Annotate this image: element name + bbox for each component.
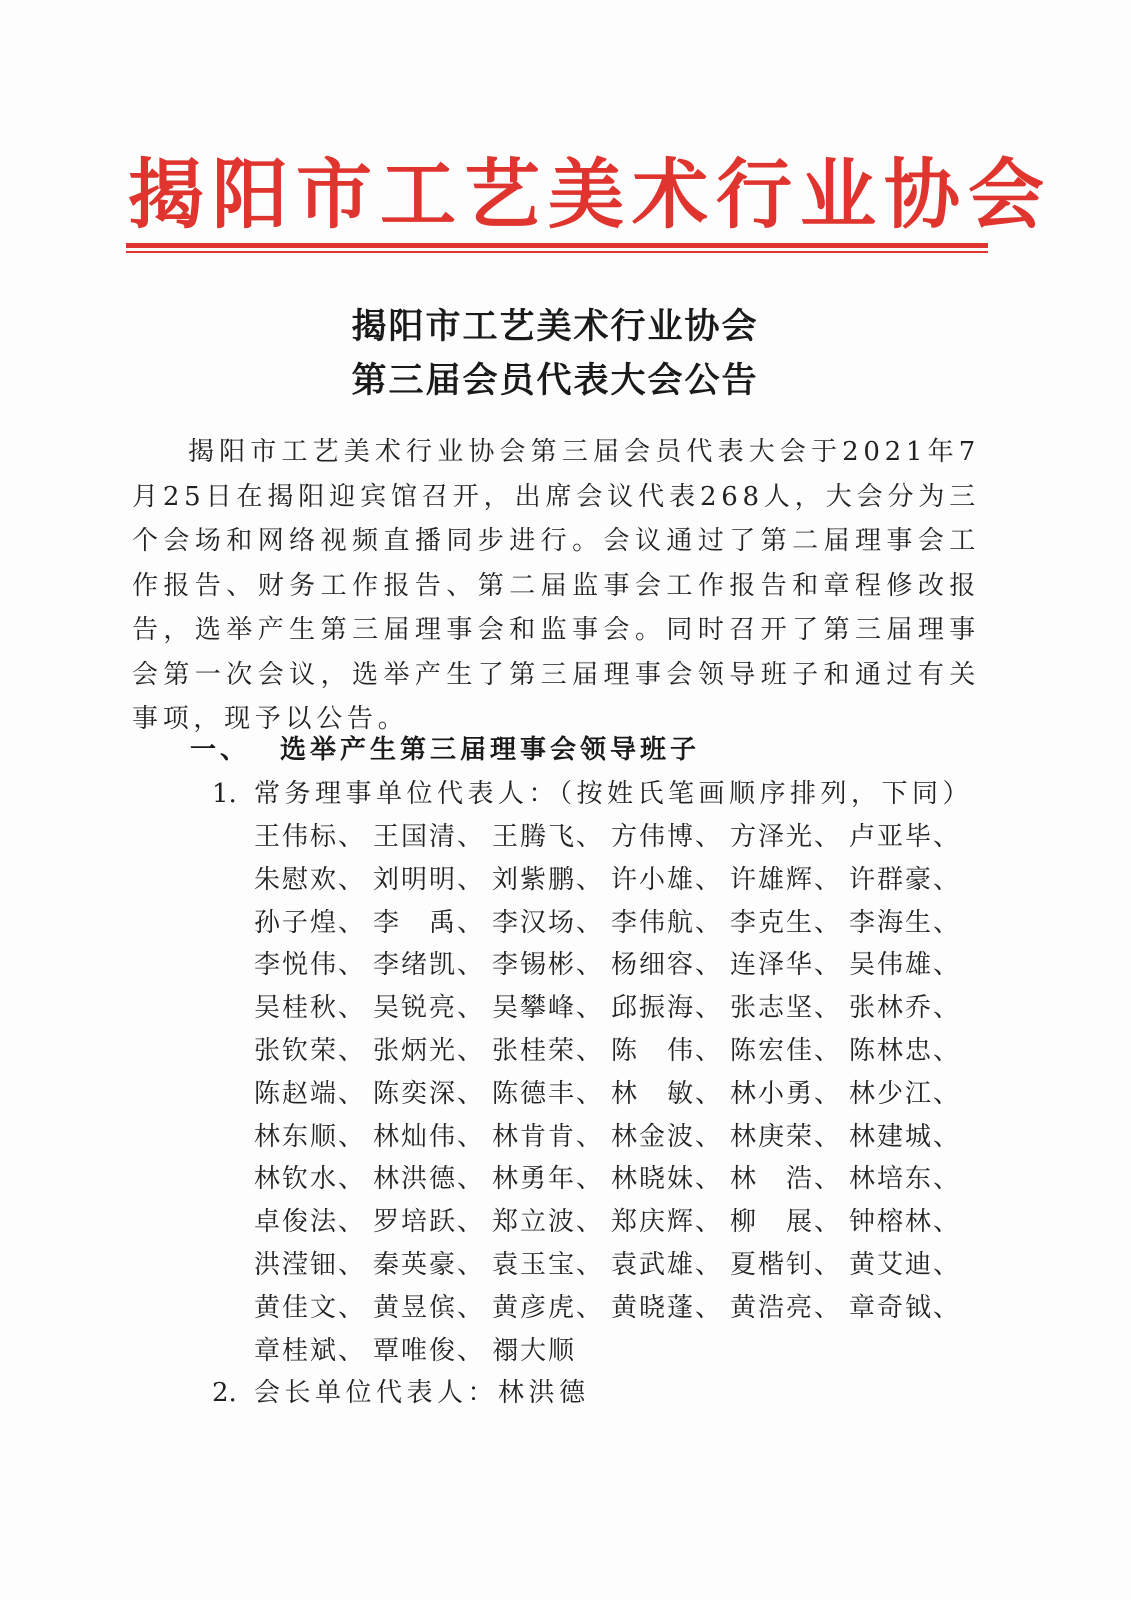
name-entry: 刘紫鹏、 — [492, 864, 605, 895]
list-item-1 — [212, 773, 973, 816]
name-entry: 杨细容、 — [611, 950, 724, 981]
list-item-2 — [212, 1372, 590, 1415]
name-entry: 林 敏、 — [611, 1078, 724, 1109]
name-entry: 朱慰欢、 — [254, 864, 367, 895]
letterhead-org-name: 揭阳市工艺美术行业协会 — [128, 150, 1052, 239]
name-entry: 洪滢钿、 — [254, 1249, 367, 1280]
name-entry: 陈赵端、 — [254, 1078, 367, 1109]
name-entry: 林勇年、 — [492, 1164, 605, 1195]
name-entry: 许雄辉、 — [730, 864, 843, 895]
list-item-2-label: 会长单位代表人：林洪德 — [254, 1378, 590, 1408]
section-title: 选举产生第三届理事会领导班子 — [280, 735, 701, 765]
name-entry: 李锡彬、 — [492, 950, 605, 981]
name-entry: 王国清、 — [373, 822, 486, 852]
name-row — [254, 902, 974, 945]
name-entry: 黄艾迪、 — [849, 1249, 962, 1280]
name-row — [254, 1287, 974, 1330]
name-row — [254, 1158, 974, 1201]
name-entry: 吴锐亮、 — [373, 993, 486, 1024]
list-item-2-number: 2. — [212, 1378, 237, 1408]
name-entry: 林庚荣、 — [730, 1121, 843, 1152]
name-entry: 张林乔、 — [849, 993, 962, 1024]
name-entry: 方伟博、 — [611, 822, 724, 852]
name-entry: 林肯肯、 — [492, 1121, 605, 1152]
name-entry: 林建城、 — [849, 1121, 962, 1152]
name-row — [254, 1201, 974, 1244]
name-entry: 林小勇、 — [730, 1078, 843, 1109]
document-title — [130, 300, 980, 408]
name-entry: 李汉场、 — [492, 907, 605, 938]
name-list — [254, 816, 974, 1372]
name-entry: 郑立波、 — [492, 1207, 605, 1238]
name-row — [254, 859, 974, 902]
name-entry: 张桂荣、 — [492, 1035, 605, 1066]
name-entry: 吴桂秋、 — [254, 993, 367, 1024]
document-title-line1: 揭阳市工艺美术行业协会 — [351, 307, 759, 347]
section-heading — [190, 728, 700, 772]
name-entry: 黄昱傧、 — [373, 1292, 486, 1323]
name-entry: 林培东、 — [849, 1164, 962, 1195]
name-entry: 黄佳文、 — [254, 1292, 367, 1323]
list-item-1-label: 常务理事单位代表人：（按姓氏笔画顺序排列，下同） — [254, 779, 974, 809]
name-entry: 林晓妹、 — [611, 1164, 724, 1195]
name-entry: 李悦伟、 — [254, 950, 367, 981]
name-entry: 黄浩亮、 — [730, 1292, 843, 1323]
list-item-1-number: 1. — [212, 779, 237, 809]
name-entry: 邱振海、 — [611, 993, 724, 1024]
name-entry: 林灿伟、 — [373, 1121, 486, 1152]
name-entry: 林东顺、 — [254, 1121, 367, 1152]
name-entry: 章奇钺、 — [849, 1292, 962, 1323]
name-entry: 张志坚、 — [730, 993, 843, 1024]
name-entry: 陈德丰、 — [492, 1078, 605, 1109]
name-entry: 吴攀峰、 — [492, 993, 605, 1024]
name-entry: 林洪德、 — [373, 1164, 486, 1195]
name-entry: 袁武雄、 — [611, 1249, 724, 1280]
name-entry: 李绪凯、 — [373, 950, 486, 981]
name-entry: 李海生、 — [849, 907, 962, 938]
name-entry: 林少江、 — [849, 1078, 962, 1109]
name-entry: 黄晓蓬、 — [611, 1292, 724, 1323]
name-entry: 夏楷钊、 — [730, 1249, 843, 1280]
name-row — [254, 1073, 974, 1116]
name-entry: 王伟标、 — [254, 822, 367, 852]
name-entry: 林钦水、 — [254, 1164, 367, 1195]
intro-paragraph: 揭阳市工艺美术行业协会第三届会员代表大会于2021年7月25日在揭阳迎宾馆召开，出席会议代表268人，大会分为三个会场和网络视频直播同步进行。会议通过了第二届理事会工作报告、财务工作报告、第二届监事会工作报告和章程修改报告，选举产生第三届理事会和监事会。同时召开了第三届理事会第一次会议，选举产生了第三届理事会领导班子和通过有关事项，现予以公告。 — [132, 437, 980, 734]
name-entry: 许群豪、 — [849, 864, 962, 895]
name-entry: 陈 伟、 — [611, 1035, 724, 1066]
name-entry: 罗培跃、 — [373, 1207, 486, 1238]
name-entry: 覃唯俊、 — [373, 1335, 486, 1366]
name-entry: 李伟航、 — [611, 907, 724, 938]
name-entry: 章桂斌、 — [254, 1335, 367, 1366]
name-entry: 王腾飞、 — [492, 822, 605, 852]
name-row — [254, 987, 974, 1030]
name-entry: 林 浩、 — [730, 1164, 843, 1195]
letterhead-divider-thick — [126, 243, 988, 248]
name-entry: 张炳光、 — [373, 1035, 486, 1066]
name-entry: 禤大顺 — [492, 1335, 577, 1366]
name-entry: 钟榕林、 — [849, 1207, 962, 1238]
document-title-line2: 第三届会员代表大会公告 — [351, 361, 759, 401]
name-entry: 卓俊法、 — [254, 1207, 367, 1238]
name-entry: 孙子煌、 — [254, 907, 367, 938]
name-row — [254, 1330, 974, 1373]
name-entry: 卢亚毕、 — [849, 822, 962, 852]
name-entry: 秦英豪、 — [373, 1249, 486, 1280]
section-number: 一、 — [190, 735, 251, 765]
name-row — [254, 944, 974, 987]
name-entry: 张钦荣、 — [254, 1035, 367, 1066]
name-row — [254, 1244, 974, 1287]
name-row — [254, 1030, 974, 1073]
name-entry: 李克生、 — [730, 907, 843, 938]
name-entry: 连泽华、 — [730, 950, 843, 981]
letterhead-divider-thin — [126, 251, 988, 253]
name-entry: 李 禹、 — [373, 907, 486, 938]
name-entry: 吴伟雄、 — [849, 950, 962, 981]
name-entry: 郑庆辉、 — [611, 1207, 724, 1238]
name-entry: 陈宏佳、 — [730, 1035, 843, 1066]
name-entry: 陈林忠、 — [849, 1035, 962, 1066]
name-entry: 陈奕深、 — [373, 1078, 486, 1109]
name-row — [254, 816, 974, 859]
name-entry: 林金波、 — [611, 1121, 724, 1152]
name-entry: 方泽光、 — [730, 822, 843, 852]
name-entry: 柳 展、 — [730, 1207, 843, 1238]
name-entry: 袁玉宝、 — [492, 1249, 605, 1280]
name-row — [254, 1116, 974, 1159]
name-entry: 许小雄、 — [611, 864, 724, 895]
name-entry: 黄彦虎、 — [492, 1292, 605, 1323]
name-entry: 刘明明、 — [373, 864, 486, 895]
